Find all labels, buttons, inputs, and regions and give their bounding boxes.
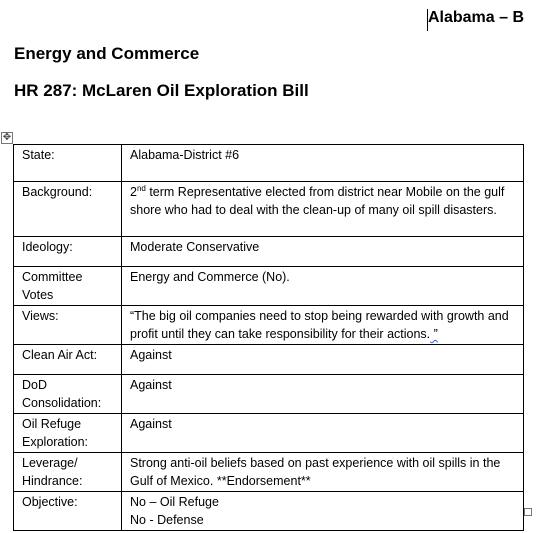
table-row (14, 145, 524, 182)
info-table (13, 144, 524, 531)
row-label-views: Views: (14, 306, 122, 345)
background-text: term Representative elected from district near Mobile on the gulf shore who had to deal with the clean-up of many oil spill disasters. (130, 185, 505, 217)
views-text: “The big oil companies need to stop being rewarded with growth and profit until they can take responsibility for their actions. (130, 309, 509, 341)
row-value-dod-consolidation[interactable]: Against (122, 375, 524, 414)
table-row (14, 414, 524, 453)
row-value-objective[interactable] (122, 492, 524, 531)
table-move-handle-icon[interactable]: ✥ (2, 132, 12, 143)
table-row (14, 306, 524, 345)
row-label-state: State: (14, 145, 122, 182)
page-header-label: Alabama – B (427, 9, 524, 26)
objective-line-2: No - Defense (130, 513, 204, 527)
row-label-objective: Objective: (14, 492, 122, 531)
table-resize-handle[interactable] (524, 508, 532, 516)
committee-heading: Energy and Commerce (14, 44, 200, 63)
row-value-ideology[interactable]: Moderate Conservative (122, 237, 524, 267)
row-value-leverage-hindrance[interactable]: Strong anti-oil beliefs based on past experience with oil spills in the Gulf of Mexico. **Endorsement** (122, 453, 524, 492)
row-value-state[interactable]: Alabama-District #6 (122, 145, 524, 182)
views-end-quote: ” (430, 327, 438, 341)
row-value-background[interactable] (122, 182, 524, 237)
row-value-oil-refuge-exploration[interactable]: Against (122, 414, 524, 453)
row-label-committee-votes: Committee Votes (14, 267, 122, 306)
table-row (14, 375, 524, 414)
table-row (14, 492, 524, 531)
row-label-clean-air-act: Clean Air Act: (14, 345, 122, 375)
bill-heading: HR 287: McLaren Oil Exploration Bill (14, 81, 309, 100)
row-label-dod-consolidation: DoD Consolidation: (14, 375, 122, 414)
objective-line-1: No – Oil Refuge (130, 495, 219, 509)
row-label-oil-refuge-exploration: Oil Refuge Exploration: (14, 414, 122, 453)
row-label-leverage-hindrance: Leverage/ Hindrance: (14, 453, 122, 492)
row-value-committee-votes[interactable]: Energy and Commerce (No). (122, 267, 524, 306)
row-label-background: Background: (14, 182, 122, 237)
row-label-ideology: Ideology: (14, 237, 122, 267)
background-ordinal: 2 (130, 185, 137, 199)
table-row (14, 237, 524, 267)
table-row (14, 453, 524, 492)
table-row (14, 182, 524, 237)
row-value-clean-air-act[interactable]: Against (122, 345, 524, 375)
table-row (14, 345, 524, 375)
row-value-views[interactable] (122, 306, 524, 345)
background-ordinal-suffix: nd (136, 183, 146, 193)
table-row (14, 267, 524, 306)
